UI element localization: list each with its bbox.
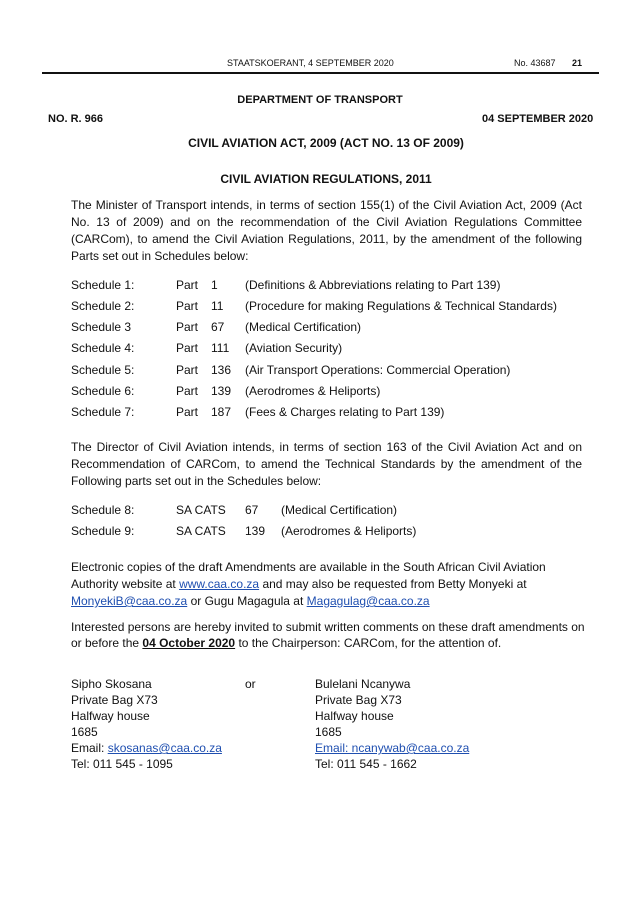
deadline-date: 04 October 2020 bbox=[142, 636, 236, 650]
schedule-label: Schedule 5: bbox=[71, 363, 135, 377]
electronic-line-1: Electronic copies of the draft Amendments are available in the South African Civil Aviation bbox=[71, 560, 546, 574]
act-title: CIVIL AVIATION ACT, 2009 (ACT NO. 13 OF 2009) bbox=[188, 136, 464, 150]
cats-label: SA CATS bbox=[176, 503, 226, 517]
electronic-text: or Gugu Magagula at bbox=[187, 594, 307, 608]
schedule-label: Schedule 3 bbox=[71, 320, 132, 334]
schedule-label: Schedule 7: bbox=[71, 405, 135, 419]
part-description: (Aviation Security) bbox=[245, 341, 343, 355]
electronic-line-3 bbox=[71, 593, 430, 609]
part-label: Part bbox=[176, 278, 199, 292]
gazette-number: No. 43687 bbox=[514, 58, 556, 68]
contact-town: Halfway house bbox=[315, 709, 394, 723]
notice-number: NO. R. 966 bbox=[48, 113, 104, 125]
part-label: Part bbox=[176, 341, 199, 355]
schedule-label: Schedule 4: bbox=[71, 341, 135, 355]
part-number: 1 bbox=[211, 278, 218, 292]
schedule-label: Schedule 9: bbox=[71, 524, 135, 538]
part-label: Part bbox=[176, 405, 199, 419]
part-number: 139 bbox=[211, 384, 232, 398]
email-label: Email: bbox=[71, 741, 108, 755]
director-paragraph: The Director of Civil Aviation intends, in terms of section 163 of the Civil Aviation Act and on Recommendation of CARCom, to amend the Technical Standards by the amendment of the Following parts set out in the Schedules below: bbox=[71, 440, 582, 488]
contact-name: Bulelani Ncanywa bbox=[315, 677, 411, 691]
contact-tel: Tel: 011 545 - 1662 bbox=[315, 757, 417, 771]
header-rule bbox=[42, 72, 599, 74]
cats-number: 139 bbox=[245, 524, 266, 538]
contact-bag: Private Bag X73 bbox=[71, 693, 158, 707]
part-label: Part bbox=[176, 384, 199, 398]
contact-code: 1685 bbox=[315, 725, 342, 739]
part-number: 136 bbox=[211, 363, 232, 377]
magagula-email-link[interactable]: Magagulag@caa.co.za bbox=[306, 594, 430, 608]
part-number: 111 bbox=[211, 341, 230, 355]
part-number: 187 bbox=[211, 405, 232, 419]
notice-date: 04 SEPTEMBER 2020 bbox=[482, 113, 594, 125]
electronic-line-2 bbox=[71, 576, 527, 592]
cats-description: (Aerodromes & Heliports) bbox=[281, 524, 417, 538]
cats-label: SA CATS bbox=[176, 524, 226, 538]
contact-email-row bbox=[71, 740, 222, 756]
electronic-text: Authority website at bbox=[71, 577, 180, 591]
page-number: 21 bbox=[572, 58, 583, 68]
schedule-label: Schedule 1: bbox=[71, 278, 135, 292]
electronic-text: and may also be requested from Betty Monyeki at bbox=[259, 577, 527, 591]
invite-line-1: Interested persons are hereby invited to submit written comments on these draft amendments on bbox=[71, 620, 585, 634]
ncanywa-email-link[interactable]: Email: ncanywab@caa.co.za bbox=[315, 741, 470, 755]
intro-paragraph: The Minister of Transport intends, in terms of section 155(1) of the Civil Aviation Act, 2009 (Act No. 13 of 2009) and on the recommendation of the Civil Aviation Regulations Committee (CARCom), to amend the Civil Aviation Regulations, 2011, by the amendment of the following Parts set out in Schedules below: bbox=[71, 198, 582, 263]
schedule-label: Schedule 2: bbox=[71, 299, 135, 313]
invite-text: to the Chairperson: CARCom, for the attention of. bbox=[235, 636, 502, 650]
part-number: 11 bbox=[211, 299, 224, 313]
part-label: Part bbox=[176, 299, 199, 313]
contact-email-row bbox=[315, 740, 469, 756]
cats-description: (Medical Certification) bbox=[281, 503, 398, 517]
skosana-email-link[interactable]: skosanas@caa.co.za bbox=[107, 741, 222, 755]
part-label: Part bbox=[176, 363, 199, 377]
contact-name: Sipho Skosana bbox=[71, 677, 152, 691]
schedule-label: Schedule 6: bbox=[71, 384, 135, 398]
part-description: (Fees & Charges relating to Part 139) bbox=[245, 405, 445, 419]
cats-number: 67 bbox=[245, 503, 259, 517]
part-description: (Medical Certification) bbox=[245, 320, 362, 334]
contact-bag: Private Bag X73 bbox=[315, 693, 402, 707]
part-description: (Definitions & Abbreviations relating to Part 139) bbox=[245, 278, 501, 292]
contact-tel: Tel: 011 545 - 1095 bbox=[71, 757, 173, 771]
or-separator: or bbox=[245, 677, 256, 691]
invite-line-2 bbox=[71, 635, 501, 651]
part-number: 67 bbox=[211, 320, 225, 334]
department-heading: DEPARTMENT OF TRANSPORT bbox=[237, 94, 403, 106]
contact-code: 1685 bbox=[71, 725, 98, 739]
regulations-title: CIVIL AVIATION REGULATIONS, 2011 bbox=[220, 172, 432, 186]
invite-text: or before the bbox=[71, 636, 143, 650]
website-link[interactable]: www.caa.co.za bbox=[179, 577, 260, 591]
contact-town: Halfway house bbox=[71, 709, 150, 723]
part-description: (Air Transport Operations: Commercial Operation) bbox=[245, 363, 511, 377]
monyeki-email-link[interactable]: MonyekiB@caa.co.za bbox=[71, 594, 188, 608]
part-description: (Procedure for making Regulations & Technical Standards) bbox=[245, 299, 557, 313]
part-label: Part bbox=[176, 320, 199, 334]
schedule-label: Schedule 8: bbox=[71, 503, 135, 517]
gazette-title: STAATSKOERANT, 4 SEPTEMBER 2020 bbox=[227, 58, 394, 68]
part-description: (Aerodromes & Heliports) bbox=[245, 384, 381, 398]
